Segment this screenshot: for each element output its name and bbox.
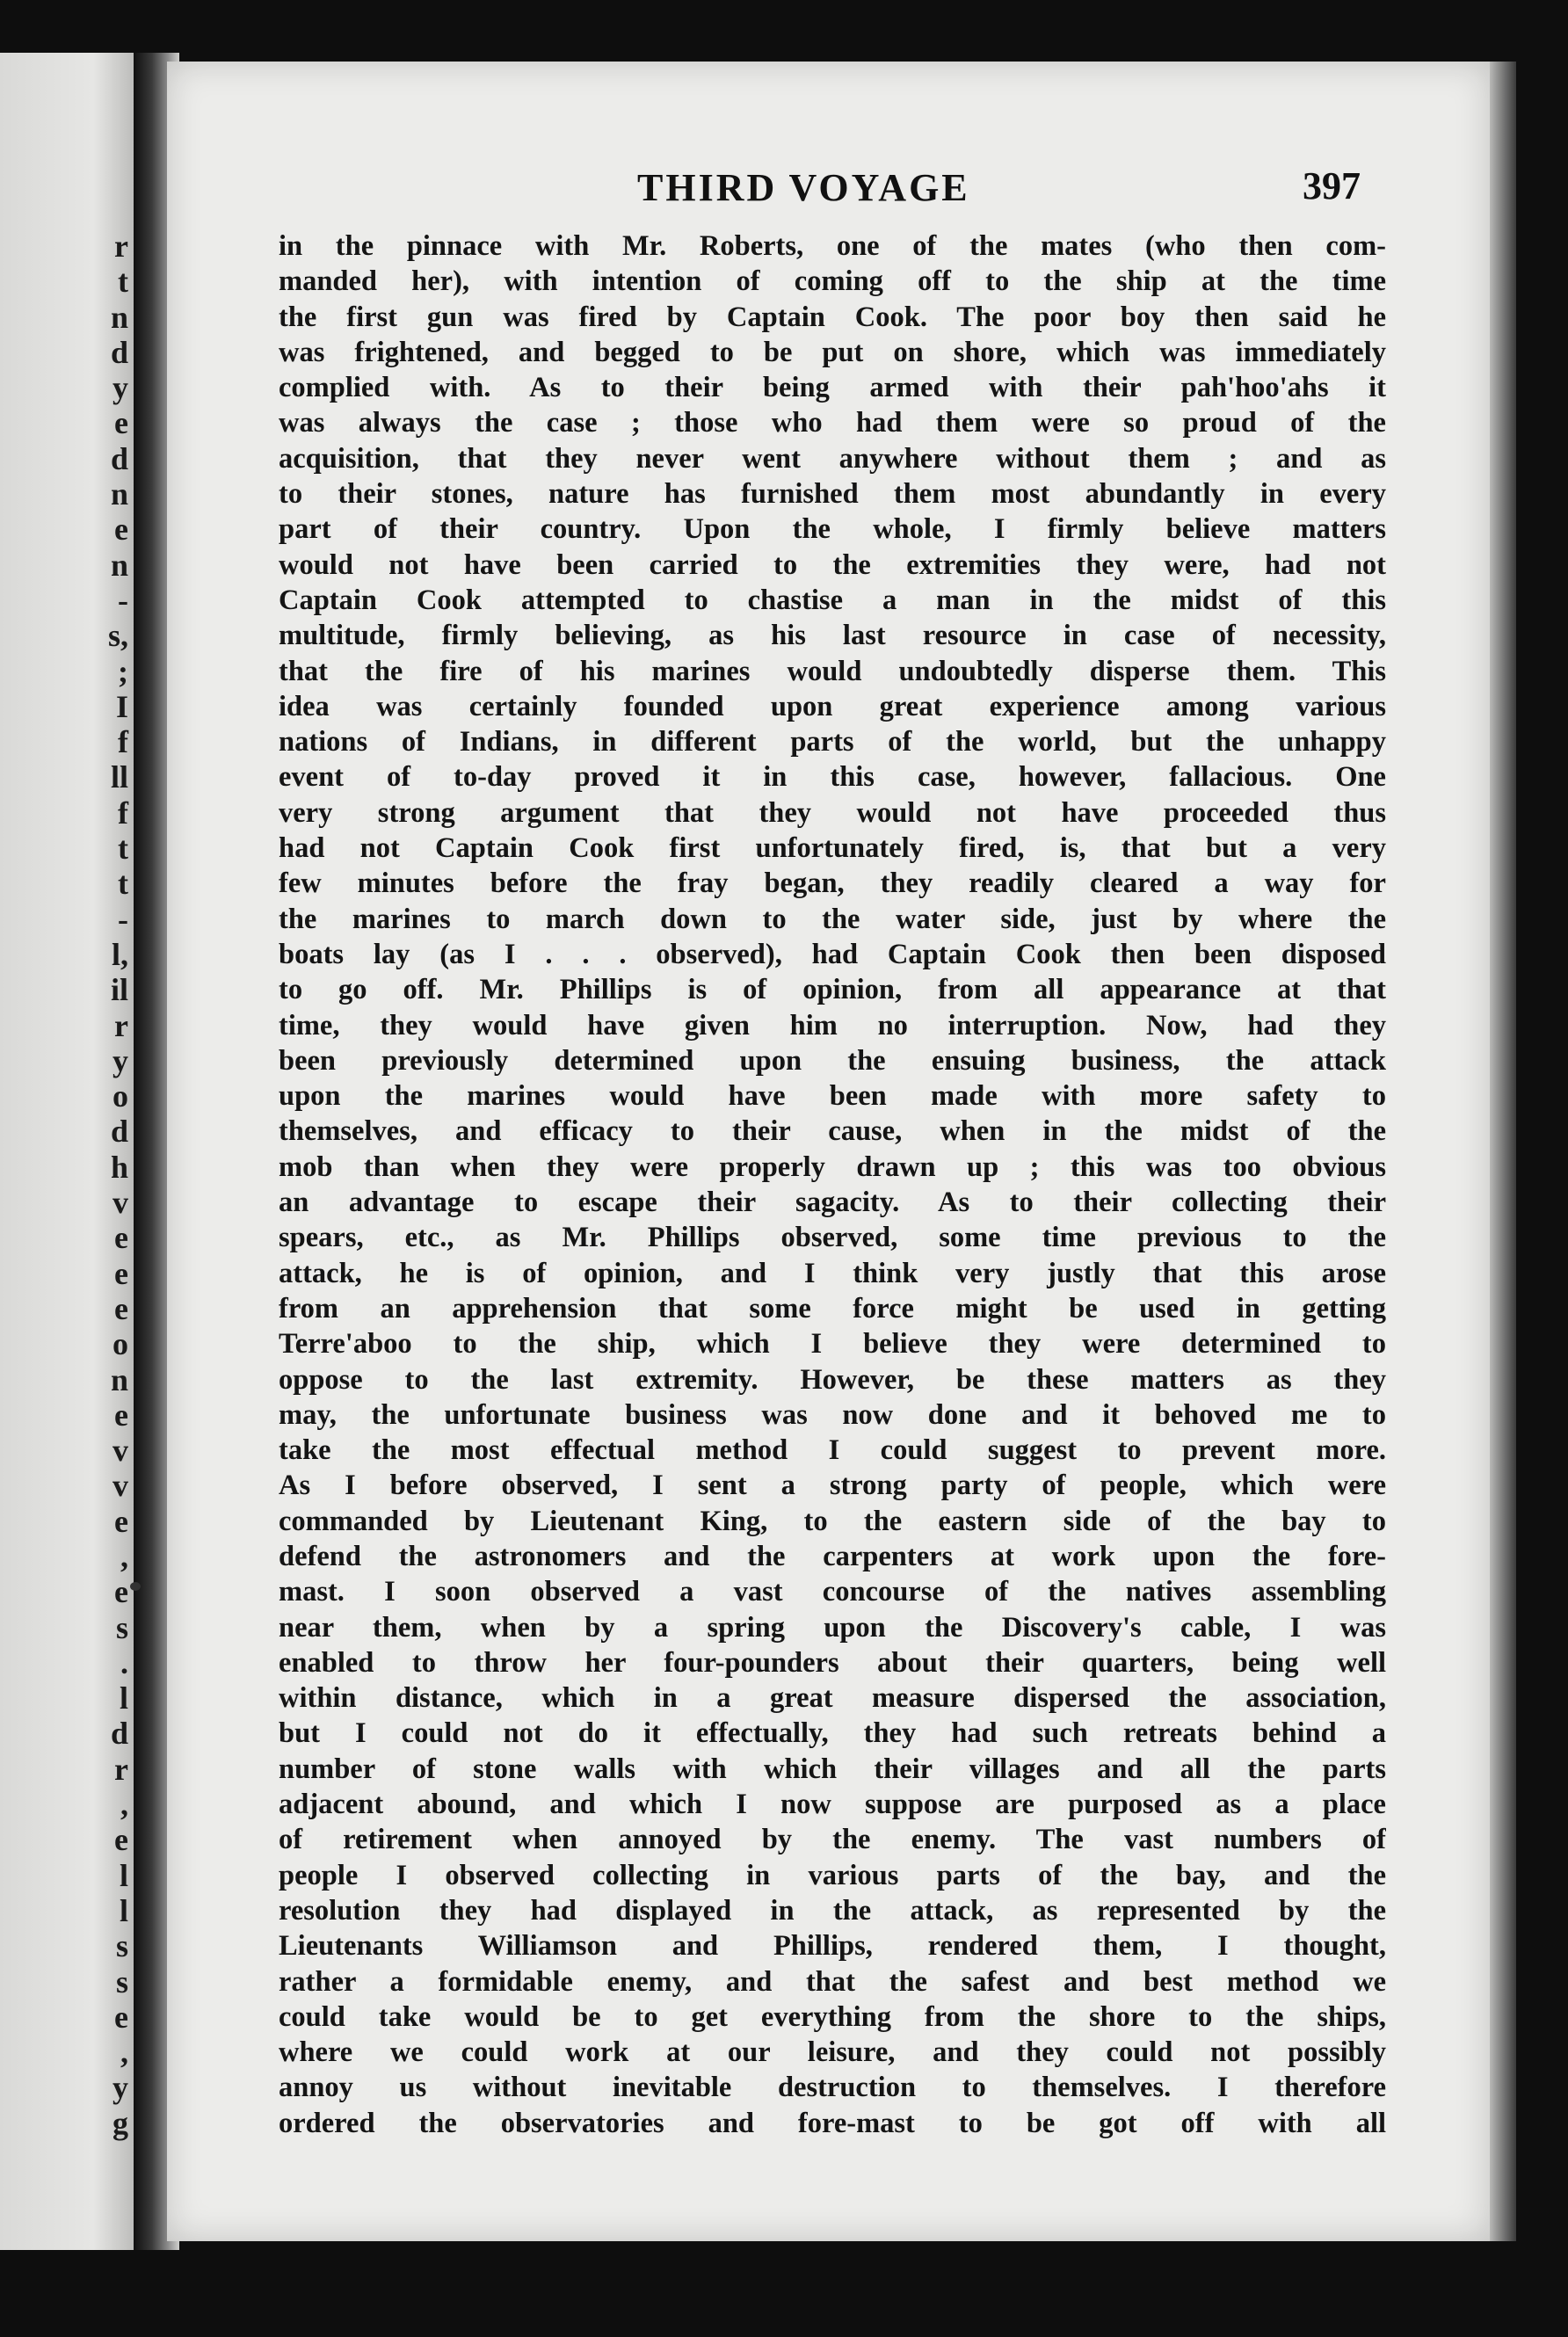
text-line: boats lay (as I . . . observed), had Captain Cook then been disposed <box>279 938 1386 970</box>
text-line: event of to-day proved it in this case, however, fallacious. One <box>279 761 1386 794</box>
left-page-letter: e <box>114 1220 128 1256</box>
text-line: upon the marines would have been made with more safety to <box>279 1080 1386 1113</box>
left-page-letter: e <box>114 1503 128 1539</box>
text-line: attack, he is of opinion, and I think very justly that this arose <box>279 1257 1386 1289</box>
text-line: time, they would have given him no interruption. Now, had they <box>279 1009 1386 1041</box>
text-line: oppose to the last extremity. However, be these matters as they <box>279 1363 1386 1396</box>
left-page-letter: t <box>118 866 128 902</box>
text-line: the marines to march down to the water side, just by where the <box>279 903 1386 935</box>
left-page-letters <box>108 229 128 2141</box>
left-page-letter: , <box>120 2035 128 2071</box>
text-line: been previously determined upon the ensuing business, the attack <box>279 1044 1386 1077</box>
left-page-letter: v <box>113 1185 128 1221</box>
text-line: that the fire of his marines would undoubtedly disperse them. This <box>279 655 1386 687</box>
left-page-letter: l <box>119 1680 128 1716</box>
text-line: to go off. Mr. Phillips is of opinion, from all appearance at that <box>279 974 1386 1006</box>
text-line: defend the astronomers and the carpenters at work upon the fore- <box>279 1540 1386 1572</box>
left-page-letter: e <box>114 1999 128 2035</box>
left-page-letter: l <box>119 1857 128 1893</box>
text-line: had not Captain Cook first unfortunately fired, is, that but a very <box>279 832 1386 865</box>
page-number: 397 <box>1303 164 1361 207</box>
text-line: As I before observed, I sent a strong party of people, which were <box>279 1470 1386 1502</box>
left-page-letter: v <box>113 1433 128 1469</box>
text-line: Lieutenants Williamson and Phillips, rendered them, I thought, <box>279 1930 1386 1963</box>
text-line: the first gun was fired by Captain Cook. The poor boy then said he <box>279 301 1386 333</box>
text-line: adjacent abound, and which I now suppose are purposed as a place <box>279 1789 1386 1821</box>
left-page-letter: r <box>114 1007 128 1043</box>
left-page-letter: e <box>114 512 128 548</box>
text-line: would not have been carried to the extremities they were, had not <box>279 548 1386 581</box>
text-line: acquisition, that they never went anywhere without them ; and as <box>279 442 1386 475</box>
text-line: annoy us without inevitable destruction to themselves. I therefore <box>279 2072 1386 2104</box>
left-page-letter: . <box>120 1644 128 1680</box>
body-text <box>279 229 1386 2141</box>
text-line: of retirement when annoyed by the enemy. The vast numbers of <box>279 1824 1386 1856</box>
left-page-letter: d <box>110 440 128 476</box>
left-page-letter: t <box>118 831 128 867</box>
left-page-letter: v <box>113 1468 128 1504</box>
left-page-letter: y <box>113 1042 128 1078</box>
left-page-letter: s, <box>107 618 128 654</box>
text-line: Terre'aboo to the ship, which I believe they were determined to <box>279 1328 1386 1361</box>
left-page-letter: n <box>110 299 128 335</box>
left-page-letter: d <box>110 1716 128 1752</box>
left-page-letter: ; <box>118 653 128 689</box>
text-line: commanded by Lieutenant King, to the eastern side of the bay to <box>279 1505 1386 1537</box>
left-page-letter: I <box>115 688 128 724</box>
left-page-letter: n <box>110 476 128 512</box>
left-page-letter: e <box>114 1397 128 1433</box>
left-page-letter: l <box>119 1892 128 1928</box>
left-page-letter: e <box>114 1822 128 1858</box>
text-line: people I observed collecting in various parts of the bay, and the <box>279 1859 1386 1891</box>
text-line: enabled to throw her four-pounders about their quarters, being well <box>279 1646 1386 1679</box>
left-page-letter: f <box>118 724 128 760</box>
left-page-letter: il <box>110 972 128 1008</box>
text-line: near them, when by a spring upon the Discovery's cable, I was <box>279 1611 1386 1644</box>
left-page-letter: o <box>113 1078 128 1114</box>
left-page-letter: l, <box>111 936 128 972</box>
text-line: multitude, firmly believing, as his last resource in case of necessity, <box>279 620 1386 652</box>
left-page-letter: e <box>114 1255 128 1291</box>
text-line: take the most effectual method I could suggest to prevent more. <box>279 1434 1386 1467</box>
left-page-letter: n <box>110 1361 128 1397</box>
left-page-letter: r <box>114 229 128 264</box>
text-line: ordered the observatories and fore-mast to be got off with all <box>279 2107 1386 2139</box>
left-page-letter: o <box>113 1326 128 1362</box>
text-line: idea was certainly founded upon great experience among various <box>279 690 1386 722</box>
text-line: number of stone walls with which their villages and all the parts <box>279 1753 1386 1785</box>
text-line: from an apprehension that some force might be used in getting <box>279 1292 1386 1325</box>
text-line: themselves, and efficacy to their cause, when in the midst of the <box>279 1115 1386 1148</box>
text-line: but I could not do it effectually, they had such retreats behind a <box>279 1717 1386 1750</box>
left-page-letter: d <box>110 1114 128 1150</box>
text-line: Captain Cook attempted to chastise a man in the midst of this <box>279 584 1386 616</box>
left-page-letter: s <box>115 1963 128 2000</box>
running-title: THIRD VOYAGE <box>637 166 970 209</box>
left-page-letter: n <box>110 547 128 583</box>
text-line: rather a formidable enemy, and that the safest and best method we <box>279 1965 1386 1998</box>
left-page-letter: , <box>120 1787 128 1823</box>
left-page-letter: y <box>113 2070 128 2106</box>
left-page-letter: s <box>115 1609 128 1645</box>
left-page-letter: e <box>114 1574 128 1610</box>
running-head <box>167 165 1490 218</box>
left-page-letter: ll <box>110 759 128 795</box>
left-page-letter: h <box>110 1149 128 1185</box>
text-line: could take would be to get everything from the shore to the ships, <box>279 2000 1386 2033</box>
page-edge <box>1490 62 1516 2241</box>
text-line: within distance, which in a great measure dispersed the association, <box>279 1682 1386 1715</box>
left-page-letter: - <box>118 582 128 618</box>
text-line: may, the unfortunate business was now done and it behoved me to <box>279 1398 1386 1431</box>
left-page-letter: g <box>113 2105 128 2141</box>
text-line: resolution they had displayed in the attack, as represented by the <box>279 1894 1386 1927</box>
text-line: complied with. As to their being armed with their pah'hoo'ahs it <box>279 372 1386 404</box>
text-line: part of their country. Upon the whole, I firmly believe matters <box>279 513 1386 546</box>
text-line: in the pinnace with Mr. Roberts, one of the mates (who then com- <box>279 230 1386 262</box>
left-page-letter: y <box>113 370 128 406</box>
text-line: mob than when they were properly drawn up ; this was too obvious <box>279 1150 1386 1183</box>
text-line: mast. I soon observed a vast concourse of the natives assembling <box>279 1576 1386 1608</box>
text-line: was frightened, and begged to be put on shore, which was immediately <box>279 336 1386 368</box>
text-line: was always the case ; those who had them were so proud of the <box>279 407 1386 439</box>
text-line: to their stones, nature has furnished them most abundantly in every <box>279 478 1386 511</box>
left-page-letter: - <box>118 901 128 937</box>
left-page-letter: s <box>115 1928 128 1964</box>
left-page-letter: d <box>110 334 128 370</box>
left-page-letter: r <box>114 1751 128 1787</box>
text-line: nations of Indians, in different parts of the world, but the unhappy <box>279 726 1386 758</box>
left-page-letter: e <box>114 405 128 441</box>
text-line: few minutes before the fray began, they readily cleared a way for <box>279 867 1386 900</box>
text-line: manded her), with intention of coming off to the ship at the time <box>279 265 1386 298</box>
left-page-fragment <box>0 53 134 2250</box>
binding-mark <box>130 1582 141 1591</box>
left-page-letter: f <box>118 795 128 831</box>
text-line: spears, etc., as Mr. Phillips observed, some time previous to the <box>279 1222 1386 1254</box>
left-page-letter: t <box>118 264 128 300</box>
text-line: an advantage to escape their sagacity. As to their collecting their <box>279 1187 1386 1219</box>
text-line: where we could work at our leisure, and they could not possibly <box>279 2036 1386 2069</box>
book-page <box>167 62 1490 2241</box>
text-line: very strong argument that they would not have proceeded thus <box>279 796 1386 829</box>
left-page-letter: , <box>120 1538 128 1574</box>
left-page-letter: e <box>114 1290 128 1326</box>
